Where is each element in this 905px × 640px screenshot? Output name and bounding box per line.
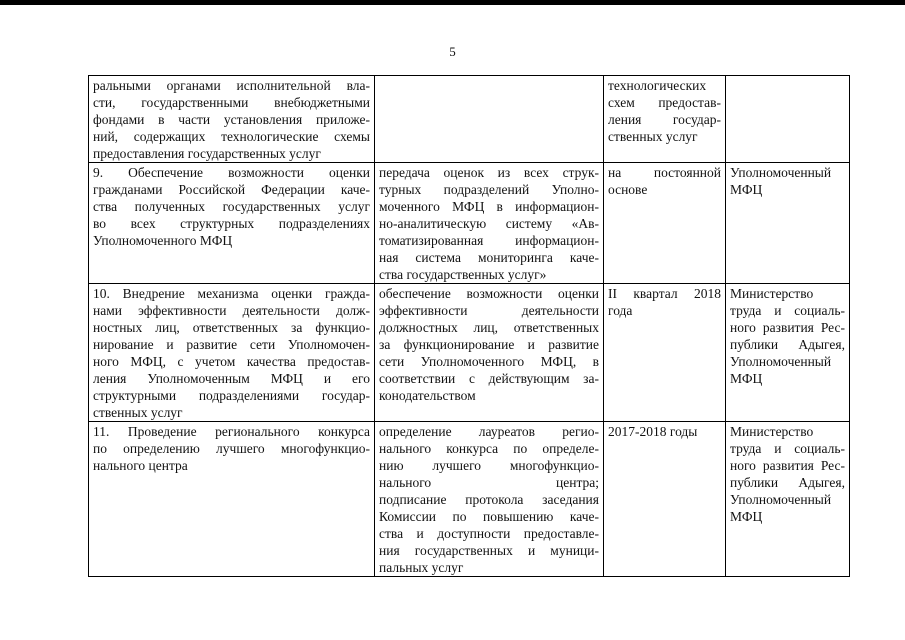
deadline-text-line: ственных услуг: [608, 129, 698, 144]
result-text-line: моченного МФЦ в информацион-: [379, 199, 599, 214]
deadline-text-line: ления государ-: [608, 112, 721, 127]
measure-text-line: 10. Внедрение механизма оценки гражда-: [93, 286, 370, 301]
responsible-text-line: публики Адыгея,: [730, 475, 845, 490]
measure-cell: [89, 76, 375, 163]
deadline-text-line: на постоянной: [608, 165, 721, 180]
result-text-line: Комиссии по повышению каче-: [379, 509, 599, 524]
measure-text-line: ний, содержащих технологические схемы: [93, 129, 370, 144]
deadline-cell: [604, 284, 726, 422]
deadline-text-line: II квартал 2018: [608, 286, 721, 301]
result-text-line: нию лучшего многофункцио-: [379, 458, 599, 473]
result-text-line: ства и доступности предоставле-: [379, 526, 599, 541]
result-cell: [375, 163, 604, 284]
result-cell: [375, 76, 604, 163]
result-text-line: за функционирование и развитие: [379, 337, 599, 352]
deadline-text-line: года: [608, 303, 633, 318]
deadline-cell: [604, 163, 726, 284]
measure-text-line: нального центра: [93, 458, 188, 473]
responsible-text-line: ного развития Рес-: [730, 458, 845, 473]
result-cell: [375, 422, 604, 577]
deadline-text-line: технологических: [608, 78, 707, 93]
measure-text-line: 11. Проведение регионального конкурса: [93, 424, 370, 439]
result-text-line: конодательством: [379, 388, 476, 403]
deadline-cell: [604, 422, 726, 577]
responsible-text-line: труда и социаль-: [730, 441, 845, 456]
measure-text-line: ства полученных государственных услуг: [93, 199, 370, 214]
scan-top-border: [0, 0, 905, 5]
measure-text-line: сти, государственными внебюджетными: [93, 95, 370, 110]
measure-text-line: предоставления государственных услуг: [93, 146, 321, 161]
measure-text-line: нами эффективности деятельности долж-: [93, 303, 370, 318]
result-text-line: подписание протокола заседания: [379, 492, 599, 507]
measure-text-line: фондами в части установления приложе-: [93, 112, 370, 127]
deadline-text-line: основе: [608, 182, 648, 197]
result-text-line: но-аналитическую систему «Ав-: [379, 216, 599, 231]
responsible-text-line: ного развития Рес-: [730, 320, 845, 335]
responsible-text-line: Уполномоченный: [730, 354, 832, 369]
measure-text-line: 9. Обеспечение возможности оценки: [93, 165, 370, 180]
measure-text-line: ральными органами исполнительной вла-: [93, 78, 370, 93]
measure-cell: [89, 163, 375, 284]
result-text-line: турных подразделений Уполно-: [379, 182, 599, 197]
measure-text-line: структурными подразделениями государ-: [93, 388, 370, 403]
result-text-line: должностных лиц, ответственных: [379, 320, 599, 335]
measure-text-line: ления Уполномоченным МФЦ и его: [93, 371, 370, 386]
measure-text-line: гражданами Российской Федерации каче-: [93, 182, 370, 197]
action-plan-table: [88, 75, 850, 577]
result-text-line: обеспечение возможности оценки: [379, 286, 599, 301]
responsible-text-line: МФЦ: [730, 509, 763, 524]
responsible-cell: [726, 76, 850, 163]
result-text-line: сети Уполномоченного МФЦ, в: [379, 354, 599, 369]
page-number: 5: [449, 44, 456, 59]
result-text-line: нального центра;: [379, 475, 599, 490]
responsible-cell: [726, 422, 850, 577]
measure-cell: [89, 284, 375, 422]
result-text-line: определение лауреатов регио-: [379, 424, 599, 439]
result-text-line: томатизированная информацион-: [379, 233, 599, 248]
result-text-line: передача оценок из всех струк-: [379, 165, 599, 180]
responsible-text-line: Министерство: [730, 286, 814, 301]
table-row: [89, 163, 850, 284]
deadline-text-line: 2017-2018 годы: [608, 424, 698, 439]
result-text-line: эффективности деятельности: [379, 303, 599, 318]
responsible-text-line: Министерство: [730, 424, 814, 439]
responsible-cell: [726, 284, 850, 422]
responsible-text-line: МФЦ: [730, 182, 763, 197]
responsible-cell: [726, 163, 850, 284]
measure-text-line: по определению лучшего многофункцио-: [93, 441, 370, 456]
result-text-line: соответствии с действующим за-: [379, 371, 599, 386]
result-text-line: нального конкурса по определе-: [379, 441, 599, 456]
result-cell: [375, 284, 604, 422]
table-row: [89, 422, 850, 577]
table-row: [89, 76, 850, 163]
result-text-line: пальных услуг: [379, 560, 464, 575]
responsible-text-line: Уполномоченный: [730, 165, 832, 180]
table-row: [89, 284, 850, 422]
responsible-text-line: публики Адыгея,: [730, 337, 845, 352]
result-text-line: ния государственных и муници-: [379, 543, 599, 558]
responsible-text-line: труда и социаль-: [730, 303, 845, 318]
result-text-line: ная система мониторинга каче-: [379, 250, 599, 265]
deadline-cell: [604, 76, 726, 163]
measure-text-line: ного МФЦ, с учетом качества предостав-: [93, 354, 370, 369]
measure-text-line: нирование и развитие сети Уполномочен-: [93, 337, 370, 352]
deadline-text-line: схем предостав-: [608, 95, 721, 110]
responsible-text-line: МФЦ: [730, 371, 763, 386]
result-text-line: ства государственных услуг»: [379, 267, 547, 282]
responsible-text-line: Уполномоченный: [730, 492, 832, 507]
measure-cell: [89, 422, 375, 577]
measure-text-line: во всех структурных подразделениях: [93, 216, 370, 231]
measure-text-line: ностных лиц, ответственных за функцио-: [93, 320, 370, 335]
measure-text-line: Уполномоченного МФЦ: [93, 233, 233, 248]
measure-text-line: ственных услуг: [93, 405, 183, 420]
